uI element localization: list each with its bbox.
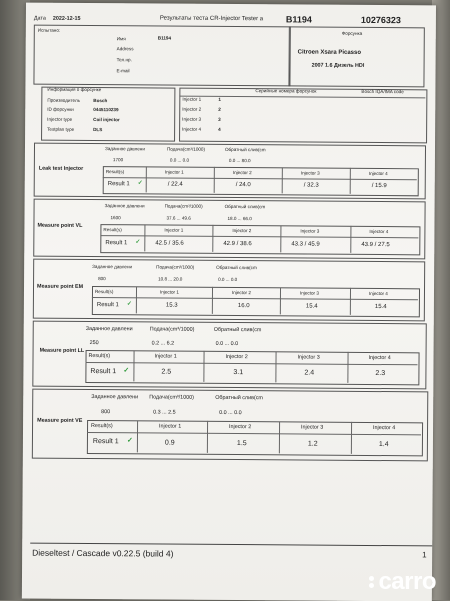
table-col: [275, 351, 276, 382]
serial-value-4: 4: [218, 126, 221, 132]
table-col: [350, 288, 351, 315]
table-col: [212, 287, 213, 314]
results-header: Result(s): [103, 227, 122, 233]
results-header: Result(s): [88, 353, 111, 360]
info-value-testplan: DLS: [93, 127, 103, 133]
injector-4-value: 43.9 / 27.5: [361, 241, 390, 249]
serial-label-3: Injector 3: [182, 116, 202, 122]
return-range: 0.0 ... 0.0: [219, 409, 242, 417]
injector-4-value: / 15.9: [371, 182, 387, 190]
injector-1-header: Injector 1: [164, 227, 184, 233]
table-col: [280, 225, 281, 252]
table-col: [351, 422, 352, 454]
pressure-value: 800: [98, 276, 106, 282]
results-header: Result(s): [94, 289, 114, 295]
watermark-dots-icon: [369, 574, 376, 590]
injector-4-header: Injector 4: [368, 354, 391, 362]
pressure-label: Заданное давлени: [91, 394, 139, 401]
serial-label-1: Injector 1: [182, 96, 202, 102]
injector-1-header: Injector 1: [154, 353, 177, 360]
results-header: Result(s): [91, 423, 113, 430]
injector-3-value: 15.4: [305, 303, 318, 310]
report-title: Результаты теста CR-Injector Tester a: [159, 15, 264, 23]
return-label: Обратный слив(cm: [224, 203, 266, 210]
injector-3-header: Injector 3: [300, 170, 320, 176]
injector-2-header: Injector 2: [232, 228, 252, 234]
serial-value-2: 2: [218, 106, 221, 112]
vehicle-engine: 2007 1.6 Дизель HDI: [311, 62, 365, 69]
flow-range: 37.6 ... 49.6: [166, 215, 191, 221]
pressure-value: 250: [89, 340, 99, 347]
serials-title: Серийные номера форсунок: [255, 88, 317, 94]
table-col: [280, 287, 281, 314]
injector-3-value: 2.4: [304, 369, 315, 377]
table-col: [279, 421, 280, 453]
check-icon: ✓: [123, 367, 130, 375]
flow-label: Подача(cm³/1000): [164, 203, 203, 209]
serial-label-4: Injector 4: [182, 126, 202, 132]
flow-range: 10.8 ... 20.0: [158, 276, 183, 282]
flow-label: Подача(cm³/1000): [166, 146, 206, 152]
injector-4-value: 2.3: [375, 370, 386, 378]
return-range: 0.0 ... 0.0: [218, 276, 238, 283]
info-label-manufacturer: Производитель: [47, 97, 81, 103]
date-label: Дата: [33, 15, 46, 22]
table-col: [144, 224, 145, 251]
injector-2-header: Injector 2: [229, 423, 252, 431]
injector-4-header: Injector 4: [368, 170, 388, 177]
injector-1-value: 42.5 / 35.6: [155, 240, 184, 247]
return-label: Обратный слив(cm: [224, 146, 266, 153]
injector-3-header: Injector 3: [299, 290, 319, 296]
injector-4-header: Injector 4: [373, 425, 396, 432]
report-number: B1194: [285, 14, 312, 25]
table-col: [350, 168, 351, 194]
name-value: B1194: [157, 35, 172, 41]
injector-4-value: 1.4: [378, 441, 389, 449]
pressure-label: Заданное давлени: [104, 203, 145, 209]
return-label: Обратный слив(cm: [213, 326, 262, 334]
email-label: E-mail: [116, 68, 130, 74]
name-label: Имя: [116, 36, 126, 42]
serial-label-2: Injector 2: [182, 106, 202, 112]
report-page: [22, 3, 436, 601]
injector-1-value: 0.9: [164, 439, 175, 447]
pressure-value: 1700: [112, 157, 124, 163]
injector-4-header: Injector 4: [369, 228, 389, 235]
info-label-testplan: Testplan type: [47, 126, 75, 132]
injector-2-header: Injector 2: [225, 353, 248, 361]
check-icon: ✓: [137, 180, 143, 187]
injector-1-value: 2.5: [161, 368, 172, 376]
report-code: 10276323: [360, 14, 401, 26]
injector-2-value: 16.0: [237, 303, 250, 310]
injector-1-header: Injector 1: [164, 169, 184, 175]
return-label: Обратный слив(cm: [215, 394, 263, 402]
table-col: [282, 167, 283, 193]
injector-1-value: 15.3: [165, 302, 178, 309]
injector-4-value: 15.4: [374, 304, 387, 311]
table-col: [214, 167, 215, 193]
table-col: [350, 226, 351, 253]
table-col: [146, 166, 147, 192]
return-range: 18.0 ... 66.0: [227, 215, 252, 222]
page-number: 1: [422, 550, 427, 560]
watermark-text: carro: [378, 568, 436, 595]
injector-2-value: / 24.0: [235, 182, 251, 189]
flow-range: 0.0 ... 0.0: [169, 157, 190, 163]
flow-label: Подача(cm³/1000): [149, 326, 195, 333]
section-title: Measure point LL: [39, 347, 85, 354]
software-version: Dieseltest / Cascade v0.22.5 (build 4): [32, 547, 174, 559]
results-header: Result(s): [105, 169, 125, 175]
table-col: [207, 421, 208, 453]
pressure-value: 800: [101, 409, 111, 416]
footer-rule: [30, 543, 432, 547]
flow-range: 0.3 ... 2.5: [153, 409, 176, 416]
injector-1-header: Injector 1: [159, 423, 182, 430]
injector-2-value: 1.5: [236, 440, 247, 448]
injector-2-value: 3.1: [233, 369, 244, 377]
table-col: [347, 352, 348, 383]
injector-2-value: 42.9 / 38.6: [223, 240, 252, 248]
check-icon: ✓: [135, 239, 141, 246]
result-label: Result 1: [92, 438, 119, 446]
info-label-type: Injector type: [47, 116, 73, 122]
injector-label: Форсунка: [341, 30, 363, 36]
flow-range: 0.2 ... 6.2: [151, 340, 175, 347]
serial-value-1: 1: [218, 96, 221, 102]
section-title: Measure point EM: [37, 283, 84, 290]
date-value: 2022-12-15: [52, 15, 81, 22]
pressure-value: 1600: [110, 215, 121, 221]
address-label: Address: [116, 46, 134, 52]
info-label-id: ID форсунки: [47, 106, 74, 112]
info-value-type: Coil injector: [93, 117, 120, 123]
table-col: [203, 351, 204, 382]
injector-info-box: [41, 87, 175, 142]
result-label: Result 1: [96, 302, 119, 309]
injector-3-header: Injector 3: [297, 354, 320, 361]
section-title: Measure point VE: [37, 417, 83, 424]
info-value-id: 0445110239: [93, 107, 119, 113]
return-range: 0.0 ... 80.0: [228, 157, 251, 164]
result-label: Result 1: [107, 181, 130, 188]
return-label: Обратный слив(cm: [216, 264, 257, 271]
result-label: Result 1: [105, 240, 128, 247]
serials-code-title: Bosch IQA/IMA code: [361, 88, 404, 95]
vehicle-model: Citroen Xsara Picasso: [297, 49, 362, 56]
injector-info-title: Информация о форсунке: [47, 86, 102, 93]
section-title: Measure point VL: [37, 222, 83, 229]
carro-watermark: [369, 568, 436, 596]
injector-3-value: / 32.3: [303, 182, 319, 189]
info-value-manufacturer: Bosch: [93, 98, 108, 104]
injector-3-value: 43.3 / 45.9: [291, 241, 320, 248]
result-label: Result 1: [90, 368, 117, 376]
injector-2-header: Injector 2: [232, 170, 252, 176]
injector-1-header: Injector 1: [159, 289, 179, 295]
check-icon: ✓: [126, 301, 132, 308]
pressure-label: Заданное давлени: [85, 325, 133, 333]
tested-label: Испытано:: [37, 27, 61, 33]
pressure-label: Заданное давлени: [104, 146, 145, 152]
section-title: Leak test Injector: [38, 165, 84, 172]
injector-2-header: Injector 2: [231, 290, 251, 296]
injector-3-header: Injector 3: [300, 228, 320, 234]
serial-value-3: 3: [218, 116, 221, 122]
injector-3-header: Injector 3: [301, 424, 324, 431]
pressure-label: Заданное давлени: [92, 264, 133, 270]
client-box: [33, 25, 290, 87]
phone-label: Тел.нр.: [116, 57, 132, 63]
table-col: [136, 286, 137, 313]
return-range: 0.0 ... 0.0: [215, 340, 239, 348]
table-col: [212, 225, 213, 252]
flow-label: Подача(cm³/1000): [149, 394, 194, 401]
injector-1-value: / 22.4: [167, 181, 183, 188]
injector-4-header: Injector 4: [368, 290, 388, 297]
flow-label: Подача(cm³/1000): [156, 264, 195, 270]
injector-3-value: 1.2: [307, 440, 318, 448]
table-col: [133, 350, 134, 381]
check-icon: ✓: [126, 437, 133, 445]
